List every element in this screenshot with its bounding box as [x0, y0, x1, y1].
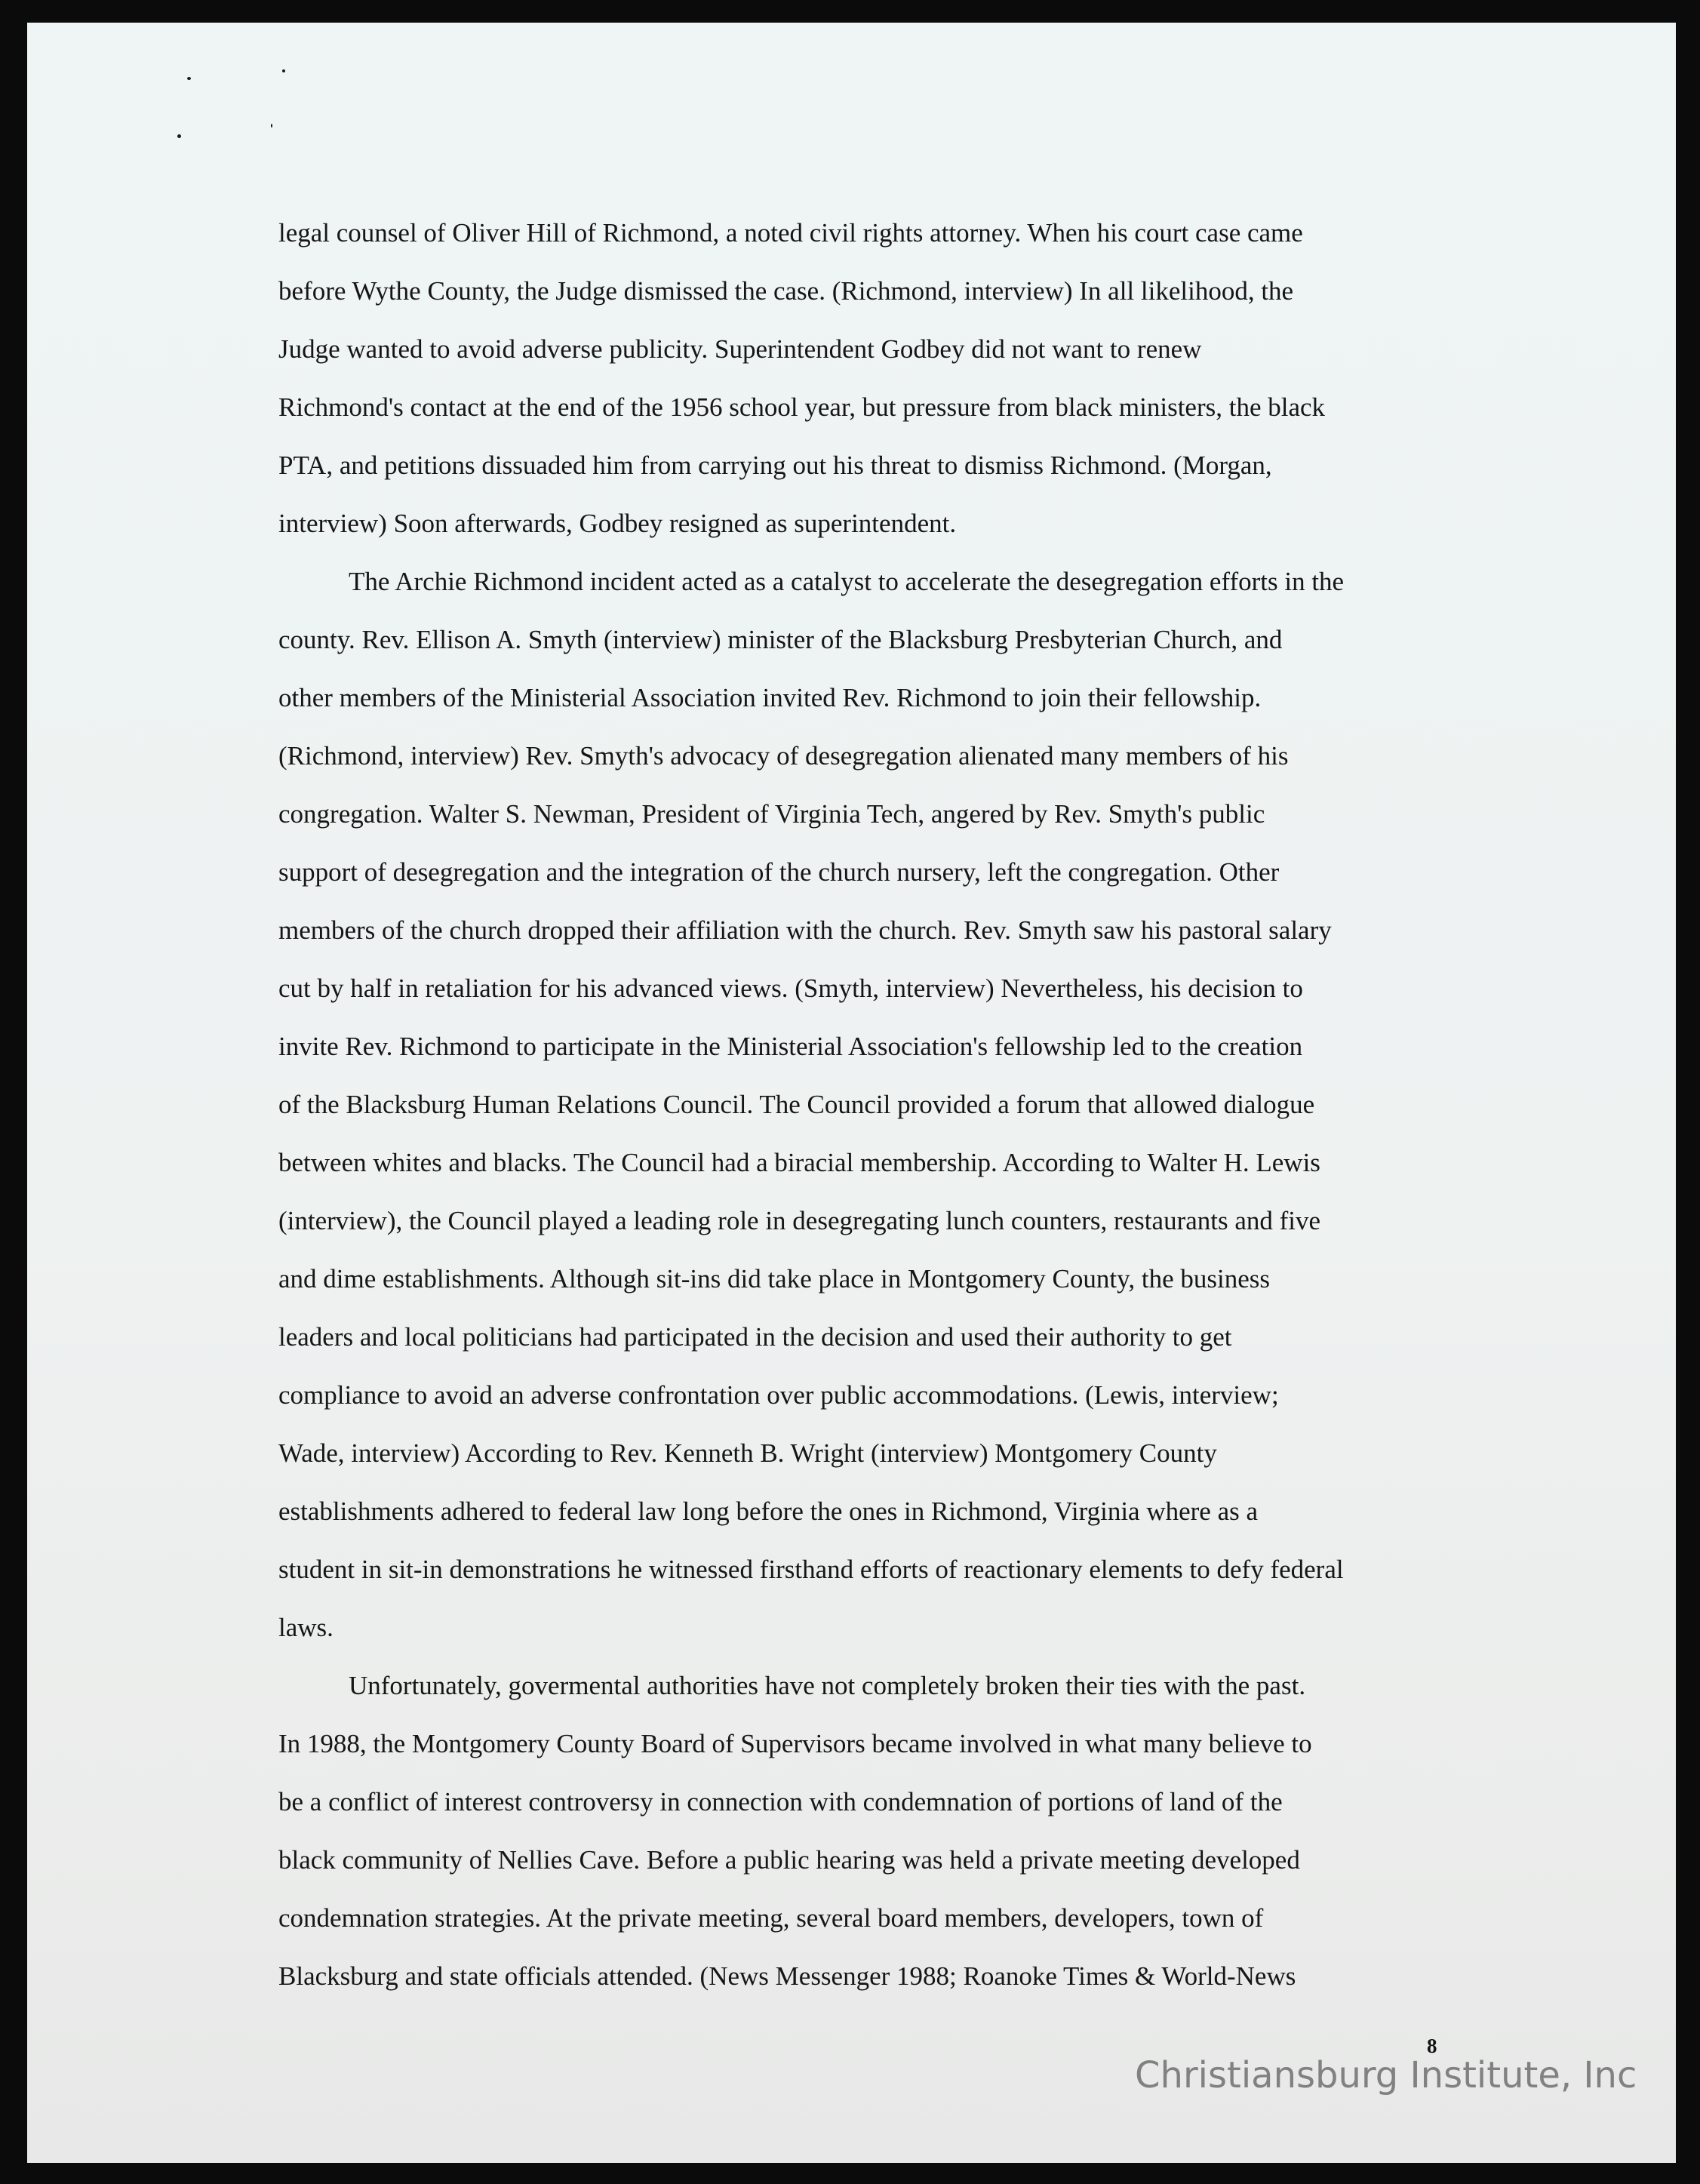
- text-line: county. Rev. Ellison A. Smyth (interview) minister of the Blacksburg Presbyterian Church, and: [278, 625, 1283, 654]
- text-line: invite Rev. Richmond to participate in the Ministerial Association's fellowship led to the creation: [278, 1032, 1303, 1061]
- text-line: (interview), the Council played a leading role in desegregating lunch counters, restaurants and five: [278, 1206, 1321, 1235]
- speck: [177, 134, 181, 138]
- speck: [271, 124, 272, 128]
- text-line: Wade, interview) According to Rev. Kenneth B. Wright (interview) Montgomery County: [278, 1438, 1217, 1468]
- text-line: establishments adhered to federal law long before the ones in Richmond, Virginia where as a: [278, 1497, 1259, 1526]
- text-line: Richmond's contact at the end of the 1956 school year, but pressure from black ministers, the black: [278, 392, 1326, 422]
- text-line: other members of the Ministerial Association invited Rev. Richmond to join their fellowship.: [278, 683, 1262, 712]
- text-line: (Richmond, interview) Rev. Smyth's advocacy of desegregation alienated many members of his: [278, 741, 1289, 771]
- paragraph: [278, 552, 1474, 1656]
- text-line: be a conflict of interest controversy in connection with condemnation of portions of land of the: [278, 1787, 1283, 1816]
- text-line: congregation. Walter S. Newman, President of Virginia Tech, angered by Rev. Smyth's public: [278, 799, 1265, 829]
- document-body: [278, 204, 1474, 2005]
- speck: [187, 77, 191, 80]
- text-line: The Archie Richmond incident acted as a catalyst to accelerate the desegregation efforts in the: [349, 567, 1345, 596]
- paragraph: [278, 1656, 1474, 2005]
- text-line: compliance to avoid an adverse confrontation over public accommodations. (Lewis, interview;: [278, 1380, 1279, 1410]
- text-line: legal counsel of Oliver Hill of Richmond, a noted civil rights attorney. When his court case came: [278, 218, 1303, 248]
- text-line: Unfortunately, govermental authorities have not completely broken their ties with the past.: [349, 1671, 1306, 1700]
- text-line: support of desegregation and the integration of the church nursery, left the congregation. Other: [278, 857, 1280, 887]
- text-line: PTA, and petitions dissuaded him from carrying out his threat to dismiss Richmond. (Morgan,: [278, 451, 1272, 480]
- text-line: of the Blacksburg Human Relations Council. The Council provided a forum that allowed dialogue: [278, 1090, 1315, 1119]
- text-line: student in sit-in demonstrations he witnessed firsthand efforts of reactionary elements to defy federal: [278, 1555, 1344, 1584]
- text-line: In 1988, the Montgomery County Board of Supervisors became involved in what many believe to: [278, 1729, 1312, 1758]
- text-line: leaders and local politicians had participated in the decision and used their authority to get: [278, 1322, 1232, 1352]
- text-line: Judge wanted to avoid adverse publicity. Superintendent Godbey did not want to renew: [278, 334, 1202, 364]
- text-line: condemnation strategies. At the private meeting, several board members, developers, town of: [278, 1903, 1264, 1933]
- text-line: laws.: [278, 1613, 334, 1642]
- text-line: interview) Soon afterwards, Godbey resigned as superintendent.: [278, 509, 957, 538]
- scanned-page: [27, 23, 1676, 2163]
- watermark-text: Christiansburg Institute, Inc: [1135, 2054, 1637, 2096]
- text-line: black community of Nellies Cave. Before a public hearing was held a private meeting developed: [278, 1845, 1300, 1875]
- text-line: between whites and blacks. The Council had a biracial membership. According to Walter H. Lewis: [278, 1148, 1320, 1177]
- text-line: members of the church dropped their affiliation with the church. Rev. Smyth saw his pastoral salary: [278, 915, 1332, 945]
- page-number: 8: [1427, 2035, 1437, 2057]
- text-line: and dime establishments. Although sit-ins did take place in Montgomery County, the business: [278, 1264, 1270, 1293]
- text-line: Blacksburg and state officials attended. (News Messenger 1988; Roanoke Times & World-News: [278, 1961, 1296, 1991]
- text-line: before Wythe County, the Judge dismissed the case. (Richmond, interview) In all likelihood, the: [278, 276, 1294, 306]
- text-line: cut by half in retaliation for his advanced views. (Smyth, interview) Nevertheless, his decision to: [278, 974, 1303, 1003]
- paragraph: [278, 204, 1474, 552]
- speck: [282, 69, 285, 72]
